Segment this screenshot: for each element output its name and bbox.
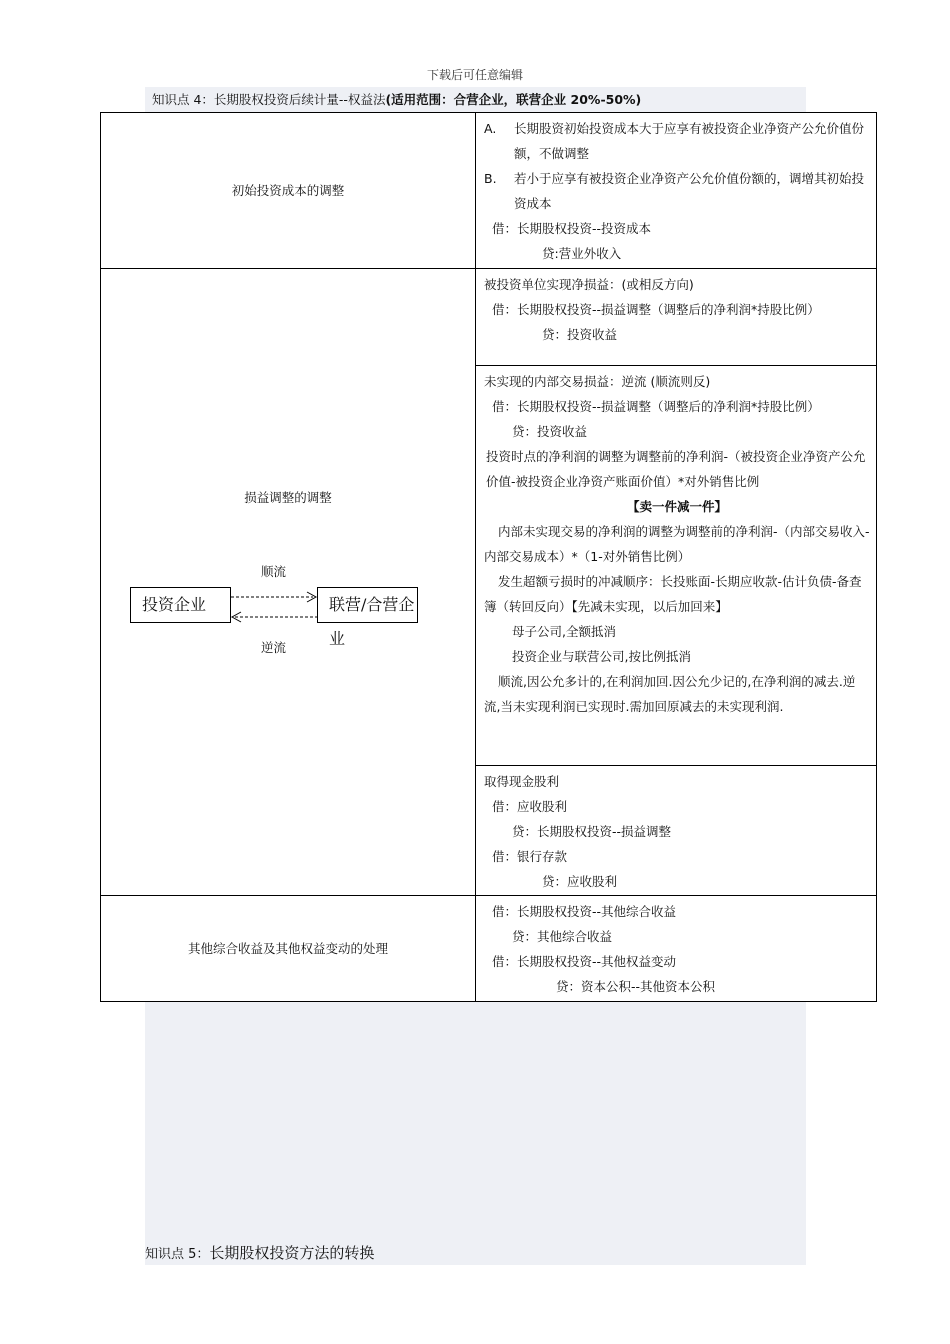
journal-credit: 贷:营业外收入 bbox=[542, 246, 622, 261]
oci-debit-1: 借：长期股权投资--其他综合收益 bbox=[492, 904, 677, 919]
section-4-title-prefix: 知识点 4：长期股权投资后续计量--权益法 bbox=[152, 92, 386, 107]
oci-credit-2: 贷：资本公积--其他资本公积 bbox=[556, 979, 716, 994]
row-content-initial-cost bbox=[476, 113, 877, 269]
associate-box: 联营/合营企业 bbox=[317, 587, 418, 623]
unrealized-credit: 贷：投资收益 bbox=[512, 424, 588, 439]
unrealized-debit: 借：长期股权投资--损益调整（调整后的净利润*持股比例） bbox=[492, 399, 820, 414]
downstream-label: 顺流 bbox=[261, 564, 287, 579]
row-label-oci bbox=[101, 896, 476, 1002]
row-content-oci bbox=[476, 896, 877, 1002]
downstream-upstream-note: 顺流,因公允多计的,在利润加回.因公允少记的,在净利润的减去.逆流,当未实现利润已实现时.需加回原减去的未实现利润. bbox=[484, 674, 856, 714]
dividends-debit-1: 借：应收股利 bbox=[492, 799, 568, 814]
row-label-initial-cost bbox=[101, 113, 476, 269]
table-row-profit-loss bbox=[101, 269, 877, 896]
net-income-heading: 被投资单位实现净损益：(或相反方向) bbox=[484, 277, 694, 292]
row-label-text: 初始投资成本的调整 bbox=[231, 183, 345, 198]
upstream-label: 逆流 bbox=[261, 640, 287, 655]
section-5-title-text: 长期股权投资方法的转换 bbox=[209, 1244, 375, 1262]
subcell-net-income bbox=[476, 269, 876, 365]
list-text-a: 长期股资初始投资成本大于应享有被投资企业净资产公允价值份额，不做调整 bbox=[514, 121, 865, 161]
net-income-credit: 贷：投资收益 bbox=[542, 327, 618, 342]
dividends-debit-2: 借：银行存款 bbox=[492, 849, 568, 864]
flow-arrows bbox=[231, 587, 321, 627]
dividends-heading: 取得现金股利 bbox=[484, 774, 560, 789]
section-4-title bbox=[152, 90, 641, 108]
row-label-profit-loss bbox=[101, 269, 476, 896]
subcell-dividends bbox=[476, 765, 876, 895]
dividends-credit-1: 贷：长期股权投资--损益调整 bbox=[512, 824, 672, 839]
list-item-a bbox=[484, 116, 870, 166]
equity-method-table bbox=[100, 112, 877, 1002]
section-5-title bbox=[145, 1242, 374, 1263]
list-marker-b: B. bbox=[484, 171, 497, 186]
investor-box: 投资企业 bbox=[130, 587, 231, 623]
internal-transaction-note: 内部未实现交易的净利润的调整为调整前的净利润-（内部交易收入-内部交易成本）*（1-对外销售比例） bbox=[484, 524, 870, 564]
journal-debit: 借：长期股权投资--投资成本 bbox=[492, 221, 652, 236]
associate-elimination-note: 投资企业与联营公司,按比例抵消 bbox=[512, 649, 691, 664]
sell-one-reduce-one-note: 【卖一件减一件】 bbox=[626, 499, 727, 514]
table-row-oci bbox=[101, 896, 877, 1002]
excess-loss-order-note: 发生超额亏损时的冲减顺序：长投账面-长期应收款-估计负债-备查簿（转回反向）【先减未实现，以后加回来】 bbox=[484, 574, 862, 614]
section-4-title-scope: (适用范围：合营企业，联营企业 20%-50%) bbox=[385, 92, 642, 107]
table-row-initial-cost bbox=[101, 113, 877, 269]
section-5-label: 知识点 5： bbox=[145, 1247, 210, 1262]
net-income-debit: 借：长期股权投资--损益调整（调整后的净利润*持股比例） bbox=[492, 302, 820, 317]
oci-credit-1: 贷：其他综合收益 bbox=[512, 929, 613, 944]
oci-debit-2: 借：长期股权投资--其他权益变动 bbox=[492, 954, 677, 969]
list-marker-a: A. bbox=[484, 121, 497, 136]
parent-sub-elimination-note: 母子公司,全额抵消 bbox=[512, 624, 616, 639]
list-text-b: 若小于应享有被投资企业净资产公允价值份额的，调增其初始投资成本 bbox=[514, 171, 865, 211]
unrealized-heading: 未实现的内部交易损益：逆流 (顺流则反) bbox=[484, 374, 711, 389]
dividends-credit-2: 贷：应收股利 bbox=[542, 874, 618, 889]
subcell-unrealized bbox=[476, 365, 876, 765]
header-note: 下载后可任意编辑 bbox=[426, 68, 523, 82]
list-item-b bbox=[484, 166, 870, 216]
row-content-profit-loss bbox=[476, 269, 877, 896]
flow-diagram bbox=[101, 269, 475, 895]
row-label-text: 其他综合收益及其他权益变动的处理 bbox=[187, 941, 388, 956]
fair-value-adjustment-note: 投资时点的净利润的调整为调整前的净利润-（被投资企业净资产公允价值-被投资企业净资产账面价值）*对外销售比例 bbox=[486, 449, 866, 489]
row-label-text: 损益调整的调整 bbox=[244, 490, 332, 505]
